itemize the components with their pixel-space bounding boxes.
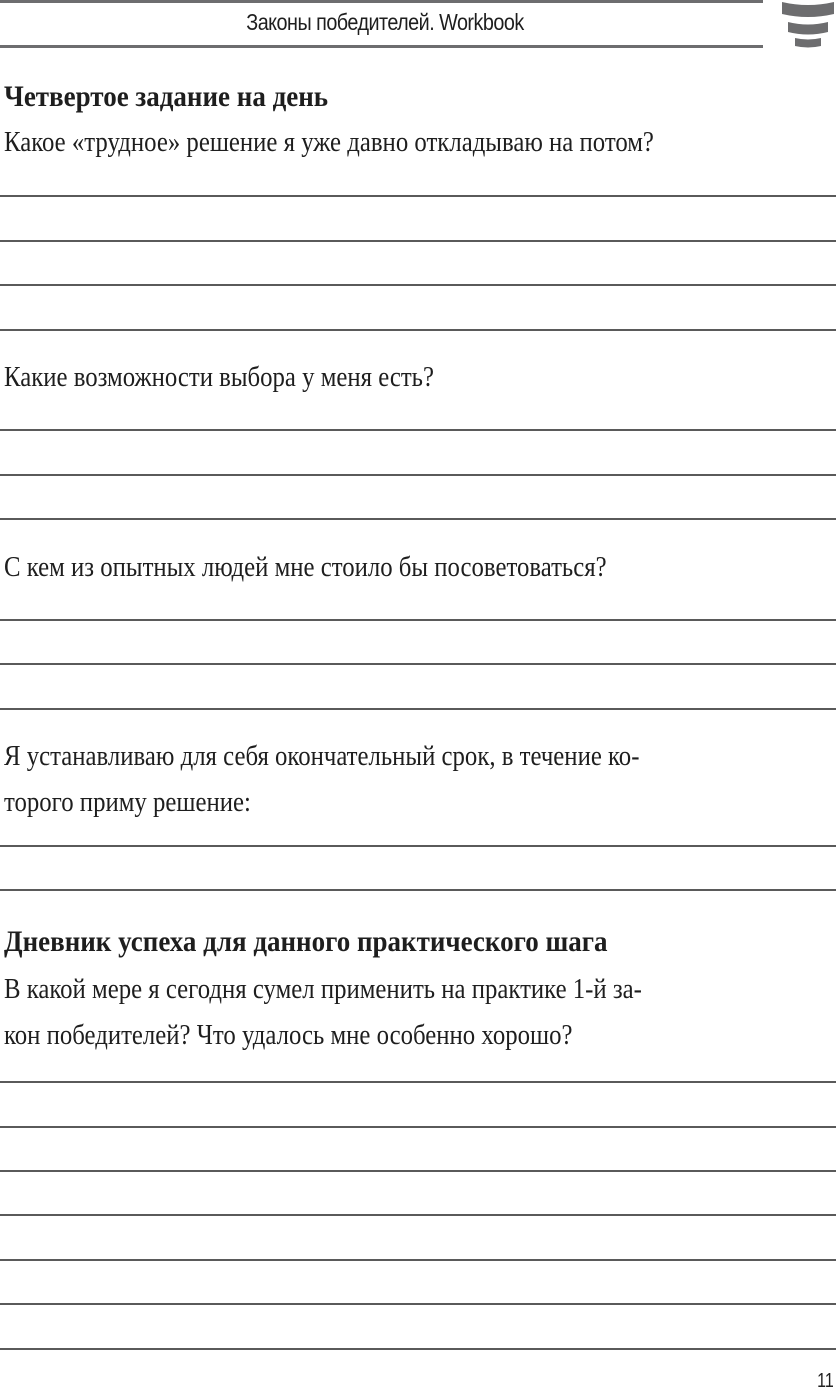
answer-line[interactable] bbox=[0, 1303, 836, 1305]
stacked-arcs-logo-icon bbox=[780, 0, 836, 50]
answer-line[interactable] bbox=[0, 708, 836, 710]
page-number: 11 bbox=[817, 1370, 834, 1392]
question-text: С кем из опытных людей мне стоило бы посоветоваться? bbox=[4, 552, 607, 583]
answer-line[interactable] bbox=[0, 195, 836, 197]
section-heading: Четвертое задание на день bbox=[4, 80, 329, 113]
answer-line[interactable] bbox=[0, 1081, 836, 1083]
header-rule-top bbox=[0, 0, 763, 3]
answer-line[interactable] bbox=[0, 1126, 836, 1128]
answer-line[interactable] bbox=[0, 1170, 836, 1172]
answer-line[interactable] bbox=[0, 284, 836, 286]
question-text: Какие возможности выбора у меня есть? bbox=[4, 362, 434, 393]
question-text-line: В какой мере я сегодня сумел применить на практике 1-й за- bbox=[4, 974, 642, 1005]
answer-line[interactable] bbox=[0, 1259, 836, 1261]
answer-line[interactable] bbox=[0, 240, 836, 242]
header-rule-bottom bbox=[0, 45, 763, 48]
answer-line[interactable] bbox=[0, 329, 836, 331]
answer-line[interactable] bbox=[0, 889, 836, 891]
answer-line[interactable] bbox=[0, 474, 836, 476]
answer-line[interactable] bbox=[0, 845, 836, 847]
question-text-line: Я устанавливаю для себя окончательный срок, в течение ко- bbox=[4, 741, 640, 772]
question-text: Какое «трудное» решение я уже давно откладываю на потом? bbox=[4, 127, 654, 158]
question-text-line: торого приму решение: bbox=[4, 787, 251, 818]
answer-line[interactable] bbox=[0, 1348, 836, 1350]
answer-line[interactable] bbox=[0, 429, 836, 431]
answer-line[interactable] bbox=[0, 663, 836, 665]
answer-line[interactable] bbox=[0, 518, 836, 520]
answer-line[interactable] bbox=[0, 1214, 836, 1216]
section-heading: Дневник успеха для данного практического шага bbox=[4, 925, 608, 958]
question-text-line: кон победителей? Что удалось мне особенно хорошо? bbox=[4, 1020, 573, 1051]
answer-line[interactable] bbox=[0, 619, 836, 621]
running-title: Законы победителей. Workbook bbox=[246, 9, 524, 35]
